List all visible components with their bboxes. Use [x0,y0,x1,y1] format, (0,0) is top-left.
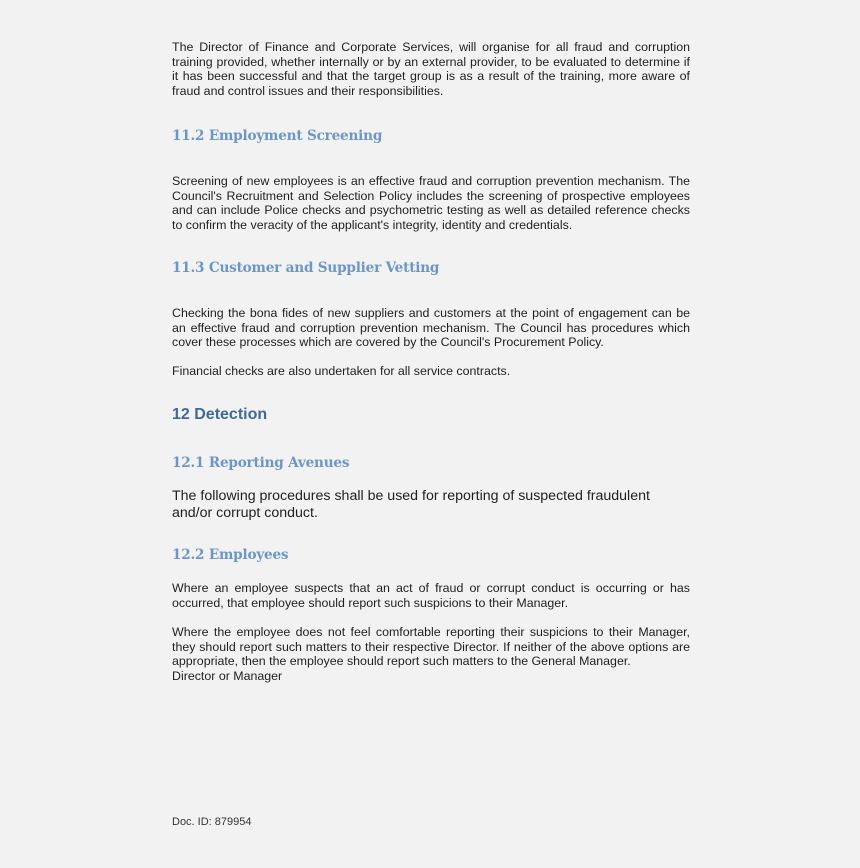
reporting-avenues-paragraph: The following procedures shall be used for reporting of suspected fraudulent and/or corrupt conduct. [172,488,650,521]
section-11-2 [172,128,690,144]
section-12-1-body [172,488,690,521]
doc-id-footer: Doc. ID: 879954 [172,816,252,828]
section-12-1 [172,455,690,471]
section-heading: 12 Detection [172,406,268,423]
section-11-3-body-2 [172,364,690,379]
intro-paragraph: The Director of Finance and Corporate Services, will organise for all fraud and corruption training provided, whether internally or by an external provider, to be evaluated to determine if it has been successful and that the target group is as a result of the training, more aware of fraud and control issues and their responsibilities. [172,40,690,98]
section-12 [172,406,690,424]
section-11-3-body [172,306,690,350]
intro-section [172,40,690,98]
section-12-2-body-2 [172,625,690,683]
section-heading: 11.2 Employment Screening [172,128,383,144]
section-11-2-body [172,174,690,232]
vetting-paragraph: Checking the bona fides of new suppliers and customers at the point of engagement can be an effective fraud and corruption prevention mechanism. The Council has procedures which cover these processes which are covered by the Council's Procurement Policy. [172,306,690,350]
section-12-2 [172,547,690,563]
employment-screening-paragraph: Screening of new employees is an effective fraud and corruption prevention mechanism. The Council's Recruitment and Selection Policy includes the screening of prospective employees and can include Police checks and psychometric testing as well as detailed reference checks to confirm the veracity of the applicant's integrity, identity and credentials. [172,174,690,232]
section-heading: 12.1 Reporting Avenues [172,455,350,471]
section-heading: 11.3 Customer and Supplier Vetting [172,260,440,276]
employees-paragraph-1: Where an employee suspects that an act of fraud or corrupt conduct is occurring or has occurred, that employee should report such suspicions to their Manager. [172,581,690,610]
section-11-3 [172,260,690,276]
financial-checks-paragraph: Financial checks are also undertaken for all service contracts. [172,364,511,378]
employees-paragraph-2: Where the employee does not feel comfortable reporting their suspicions to their Manager, they should report such matters to their respective Director. If neither of the above options are appropriate, then the employee should report such matters to the General Manager. [172,625,690,669]
section-12-2-body [172,581,690,610]
employees-line-3: Director or Manager [172,668,283,683]
section-heading: 12.2 Employees [172,547,289,563]
